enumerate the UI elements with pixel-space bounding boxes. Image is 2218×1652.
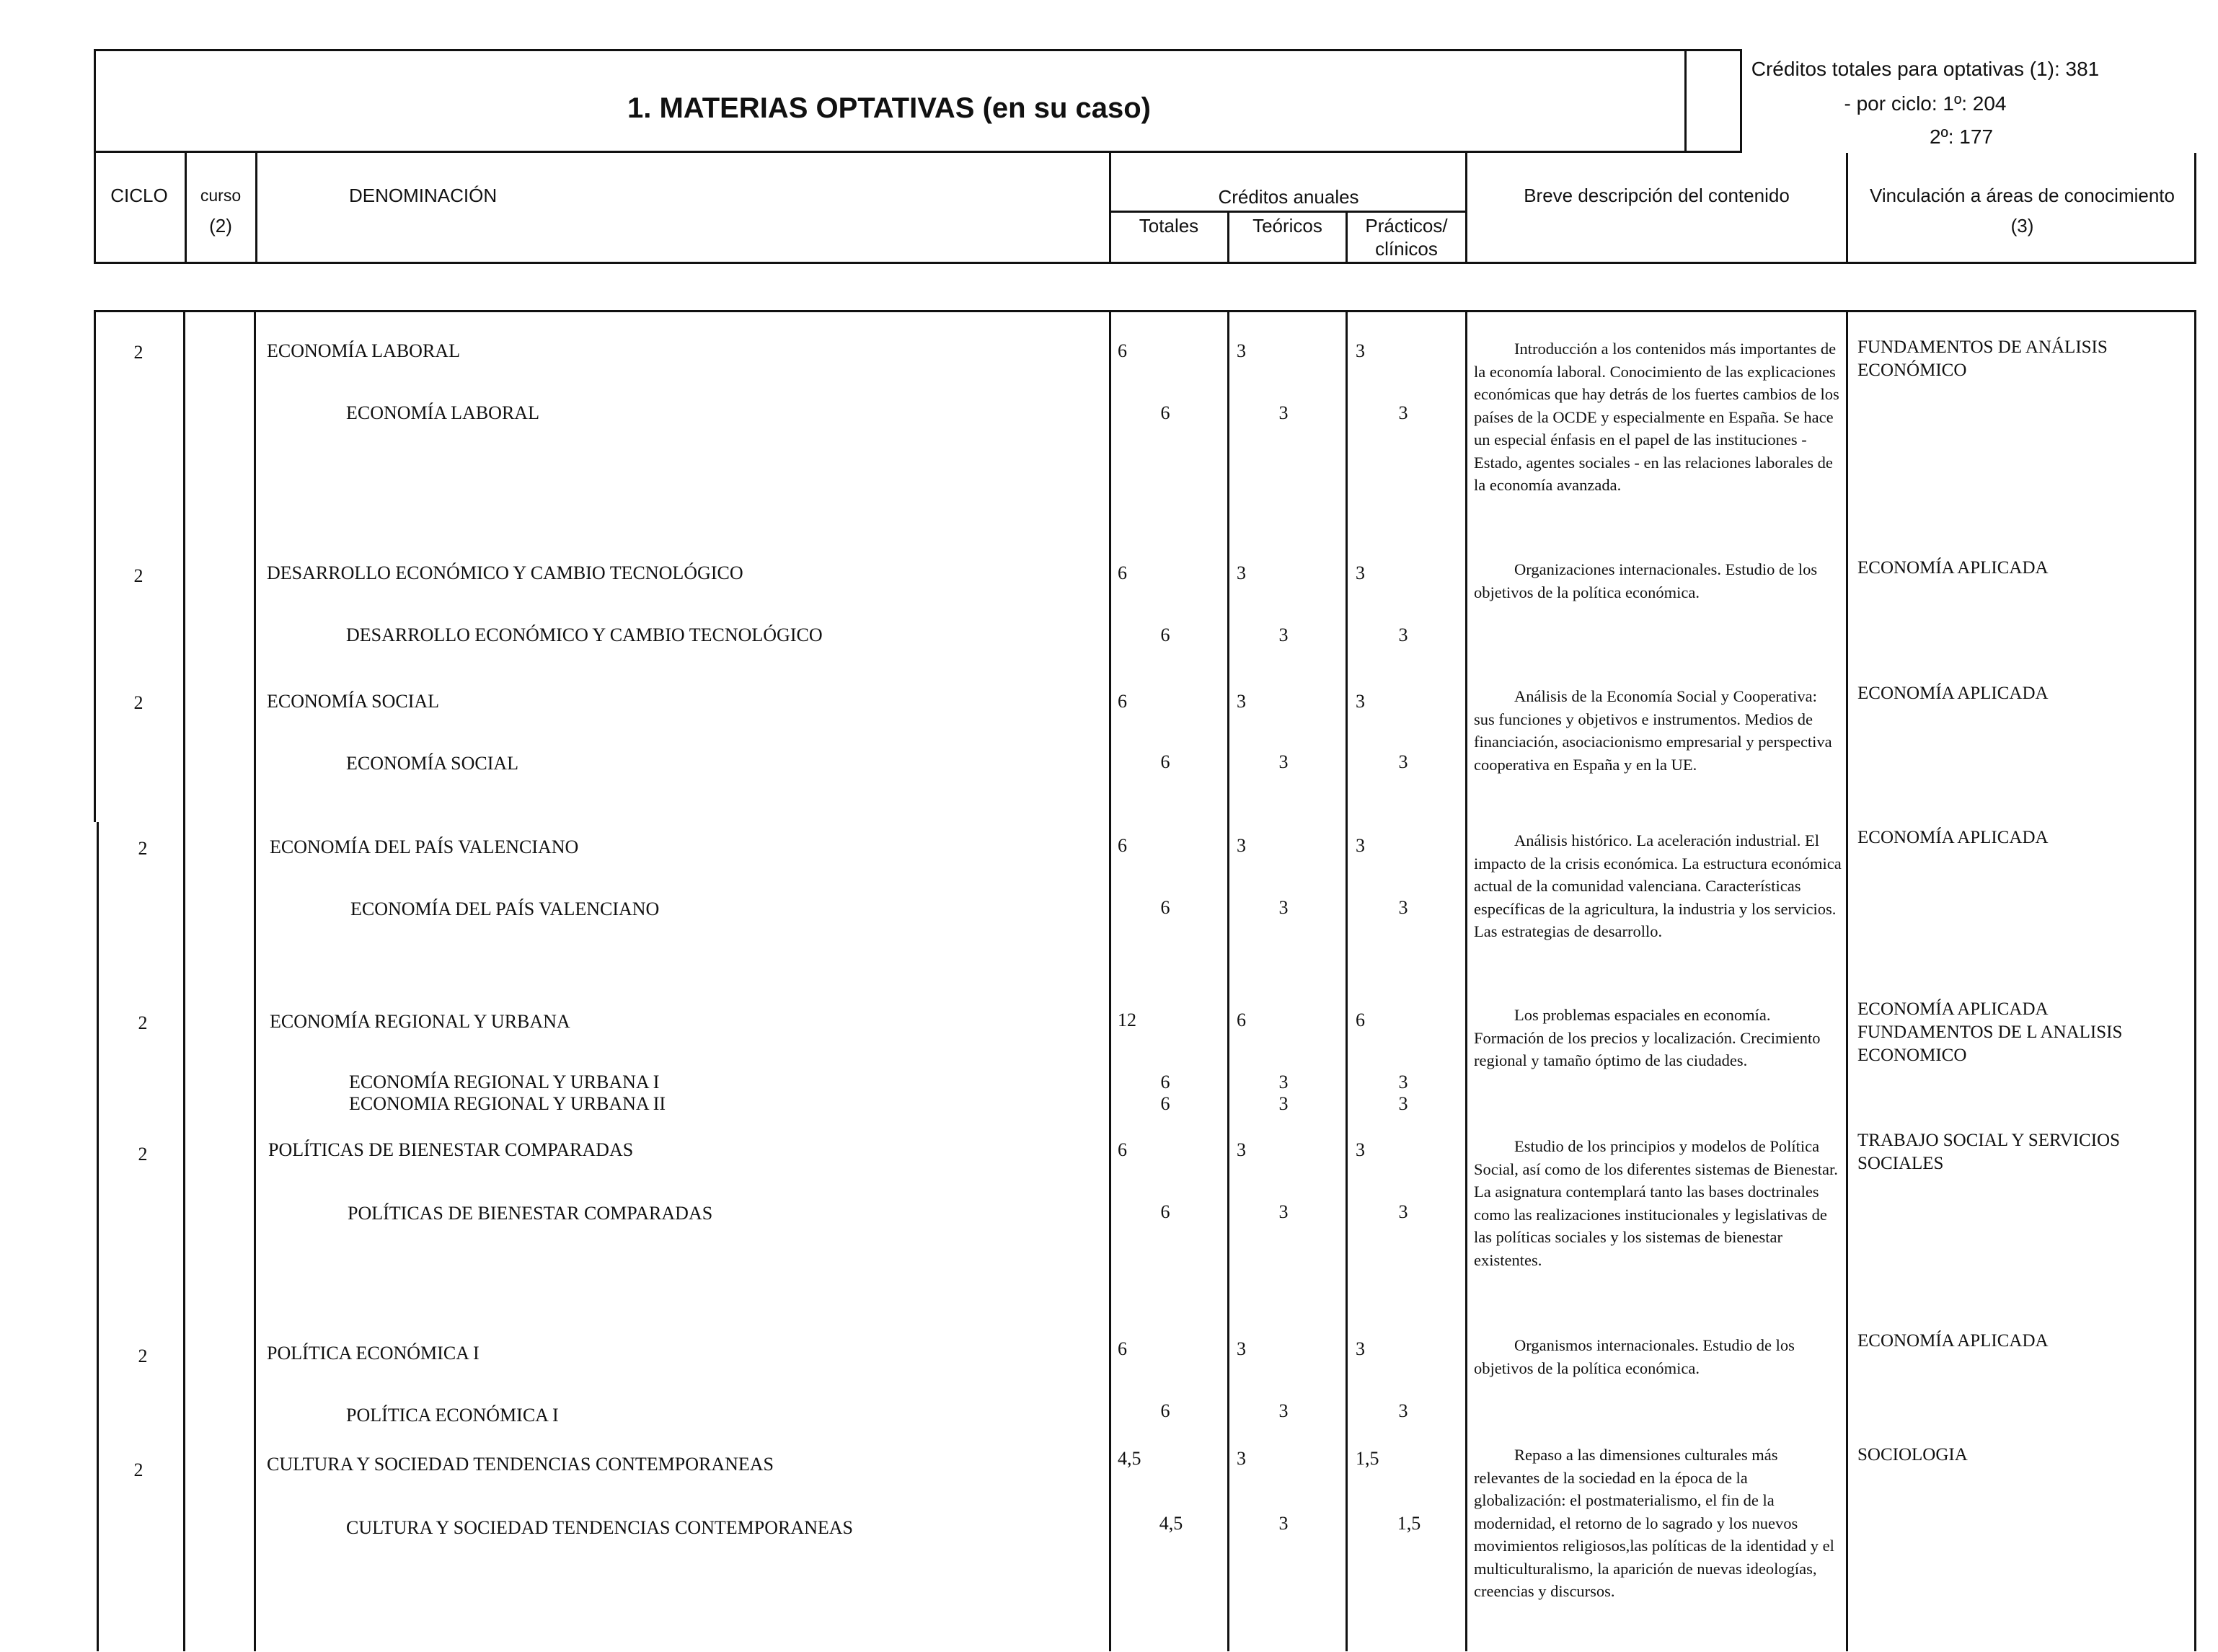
sub-subject-practicos: 3 [1398,1400,1408,1421]
subject-teoricos: 3 [1237,340,1246,361]
subject-area: FUNDAMENTOS DE ANÁLISIS ECONÓMICO [1857,337,2108,380]
col-descripcion: Breve descripción del contenido [1524,185,1790,206]
sub-subject-practicos: 3 [1398,624,1408,645]
sub-subject-practicos: 3 [1398,1093,1408,1114]
sub-subject-teoricos: 3 [1278,1513,1289,1534]
sub-subject-name: ECONOMIA REGIONAL Y URBANA II [349,1093,666,1114]
subject-description: Los problemas espaciales en economía. Formación de los precios y localización. Crecimiento regional y tamaño óptimo de las ciudades. [1474,1006,1821,1069]
subject-description: Introducción a los contenidos más importantes de la economía laboral. Conocimiento de las explicaciones económicas que hay detrás de los fuertes cambios de los países de la OCDE y especialmente en España. Se hace un especial énfasis en el papel de las instituciones - Estado, agentes sociales - en las relaciones laborales de la economía avanzada. [1474,340,1839,494]
subject-practicos: 3 [1356,1139,1365,1160]
subject-area: ECONOMÍA APLICADA [1857,684,2049,703]
sub-subject-teoricos: 3 [1278,1400,1289,1421]
creditos-ciclo-2: 2º: 177 [1929,125,1994,148]
hdr-sep-curso [255,153,257,264]
sub-subject-practicos: 3 [1398,402,1408,423]
row-ciclo: 2 [138,1144,148,1165]
sub-subject-teoricos: 3 [1278,402,1289,423]
subject-practicos: 3 [1356,691,1365,712]
subject-area: ECONOMÍA APLICADA FUNDAMENTOS DE L ANALISIS ECONOMICO [1857,999,2123,1065]
hdr-sep-ciclo [185,153,187,264]
subject-name: ECONOMÍA LABORAL [267,340,460,361]
sub-subject-practicos: 1,5 [1397,1513,1421,1534]
body-top-rule [94,310,2196,312]
col-practicos-1: Prácticos/ [1365,215,1448,237]
col-creditos-anuales: Créditos anuales [1218,186,1359,208]
sub-subject-practicos: 3 [1398,751,1408,772]
subject-practicos: 6 [1356,1010,1365,1030]
row-ciclo: 2 [133,565,143,586]
sub-subject-teoricos: 3 [1278,897,1289,918]
subject-teoricos: 3 [1237,1338,1246,1359]
sub-subject-totales: 6 [1160,1072,1170,1092]
sub-subject-name: ECONOMÍA DEL PAÍS VALENCIANO [350,898,660,919]
sub-subject-name: ECONOMÍA SOCIAL [346,753,519,774]
subject-teoricos: 3 [1237,1139,1246,1160]
col-vinculacion-note: (3) [2010,215,2034,237]
hdr-sep-creditos [1465,153,1467,264]
body-sep-descripcion [1846,310,1848,1651]
subject-totales: 4,5 [1118,1448,1141,1469]
subject-area: ECONOMÍA APLICADA [1857,558,2049,578]
row-ciclo: 2 [133,1459,143,1480]
col-totales: Totales [1139,215,1199,237]
col-curso-note: (2) [209,215,232,237]
sub-subject-name: POLÍTICAS DE BIENESTAR COMPARADAS [348,1203,713,1224]
sub-subject-totales: 6 [1160,1093,1170,1114]
sub-subject-name: POLÍTICA ECONÓMICA I [346,1405,559,1426]
row-ciclo: 2 [133,342,143,363]
body-sep-totales [1227,310,1229,1651]
col-curso: curso [200,186,242,205]
sub-subject-teoricos: 3 [1278,1072,1289,1092]
subject-totales: 12 [1118,1010,1136,1030]
subject-name: CULTURA Y SOCIEDAD TENDENCIAS CONTEMPORANEAS [267,1454,774,1475]
row-ciclo: 2 [138,1012,148,1033]
col-vinculacion: Vinculación a áreas de conocimiento [1869,185,2175,206]
subject-practicos: 3 [1356,340,1365,361]
sub-subject-practicos: 3 [1398,1201,1408,1222]
subject-teoricos: 3 [1237,562,1246,583]
row-ciclo: 2 [133,692,143,713]
subject-description: Organizaciones internacionales. Estudio de los objetivos de la política económica. [1474,560,1818,601]
subject-name: ECONOMÍA SOCIAL [267,691,440,712]
subject-practicos: 3 [1356,835,1365,856]
body-sep-curso [254,310,256,1651]
subject-practicos: 1,5 [1356,1448,1379,1469]
subject-name: DESARROLLO ECONÓMICO Y CAMBIO TECNOLÓGICO [267,562,743,583]
sub-subject-teoricos: 3 [1278,751,1289,772]
subject-totales: 6 [1118,340,1127,361]
subject-teoricos: 3 [1237,691,1246,712]
subject-area: ECONOMÍA APLICADA [1857,828,2049,847]
subject-totales: 6 [1118,1139,1127,1160]
creditos-totales: Créditos totales para optativas (1): 381 [1751,58,2100,80]
subject-name: POLÍTICAS DE BIENESTAR COMPARADAS [268,1139,634,1160]
sub-subject-practicos: 3 [1398,1072,1408,1092]
subject-area: TRABAJO SOCIAL Y SERVICIOS SOCIALES [1857,1131,2121,1173]
sub-subject-totales: 6 [1160,1400,1170,1421]
subject-description: Análisis histórico. La aceleración industrial. El impacto de la crisis económica. La estructura económica actual de la comunidad valenciana. Características específicas de la agricultura, la industria y los servicios. Las estrategias de desarrollo. [1474,831,1842,940]
sub-subject-teoricos: 3 [1278,1201,1289,1222]
body-right-border [2194,310,2196,1651]
column-header-box [94,153,2196,264]
subject-name: ECONOMÍA DEL PAÍS VALENCIANO [270,836,579,857]
subject-teoricos: 3 [1237,1448,1246,1469]
sub-subject-teoricos: 3 [1278,624,1289,645]
subject-totales: 6 [1118,562,1127,583]
sub-subject-name: ECONOMÍA REGIONAL Y URBANA I [349,1072,660,1092]
body-left-border-b [97,822,99,1651]
subject-description: Estudio de los principios y modelos de Política Social, así como de los diferentes sistemas de Bienestar. La asignatura contemplará tanto las bases doctrinales como las realizaciones institucionales y legislativas de las políticas sociales y los sistemas de bienestar existentes. [1474,1137,1838,1269]
subject-practicos: 3 [1356,562,1365,583]
sub-subject-totales: 6 [1160,897,1170,918]
subject-area: ECONOMÍA APLICADA [1857,1331,2049,1351]
body-sep-ciclo [183,310,185,1651]
subject-totales: 6 [1118,835,1127,856]
subject-teoricos: 6 [1237,1010,1246,1030]
subject-description: Repaso a las dimensiones culturales más relevantes de la sociedad en la época de la globalización: el postmaterialismo, el fin de la modernidad, el retorno de lo sagrado y los nuevos movimientos religiosos,las políticas de la identidad y el multiculturalismo, la aparición de nuevas ideologías, creencias y discursos. [1474,1446,1834,1600]
hdr-sub-rule [1109,211,1467,213]
sub-subject-totales: 6 [1160,624,1170,645]
creditos-ciclo-1: - por ciclo: 1º: 204 [1844,92,2007,115]
col-teoricos: Teóricos [1252,215,1322,237]
subject-description: Organismos internacionales. Estudio de los objetivos de la política económica. [1474,1336,1795,1377]
hdr-sep-denominacion [1109,153,1111,264]
col-practicos-2: clínicos [1375,238,1438,260]
row-ciclo: 2 [138,1346,148,1366]
body-sep-denominacion [1109,310,1111,1651]
subject-name: ECONOMÍA REGIONAL Y URBANA [270,1011,570,1032]
hdr-sep-descripcion [1846,153,1848,264]
subject-area: SOCIOLOGIA [1857,1445,1968,1465]
row-ciclo: 2 [138,838,148,859]
col-ciclo: CICLO [110,185,168,206]
sub-subject-totales: 4,5 [1159,1513,1183,1534]
sub-subject-name: ECONOMÍA LABORAL [346,402,539,423]
subject-totales: 6 [1118,1338,1127,1359]
subject-practicos: 3 [1356,1338,1365,1359]
sub-subject-totales: 6 [1160,1201,1170,1222]
body-sep-creditos [1465,310,1467,1651]
sub-subject-totales: 6 [1160,751,1170,772]
title-divider [1684,49,1687,153]
sub-subject-name: CULTURA Y SOCIEDAD TENDENCIAS CONTEMPORANEAS [346,1517,854,1538]
subject-description: Análisis de la Economía Social y Cooperativa: sus funciones y objetivos e instrumentos. Medios de financiación, asociacionismo empresarial y perspectiva cooperativa en España y en la UE. [1474,687,1832,774]
subject-totales: 6 [1118,691,1127,712]
col-denominacion: DENOMINACIÓN [349,185,498,206]
sub-subject-practicos: 3 [1398,897,1408,918]
sub-subject-teoricos: 3 [1278,1093,1289,1114]
subject-name: POLÍTICA ECONÓMICA I [267,1343,480,1364]
body-sep-teoricos [1346,310,1348,1651]
page-title: 1. MATERIAS OPTATIVAS (en su caso) [627,92,1151,124]
sub-subject-totales: 6 [1160,402,1170,423]
subject-teoricos: 3 [1237,835,1246,856]
sub-subject-name: DESARROLLO ECONÓMICO Y CAMBIO TECNOLÓGICO [346,624,823,645]
